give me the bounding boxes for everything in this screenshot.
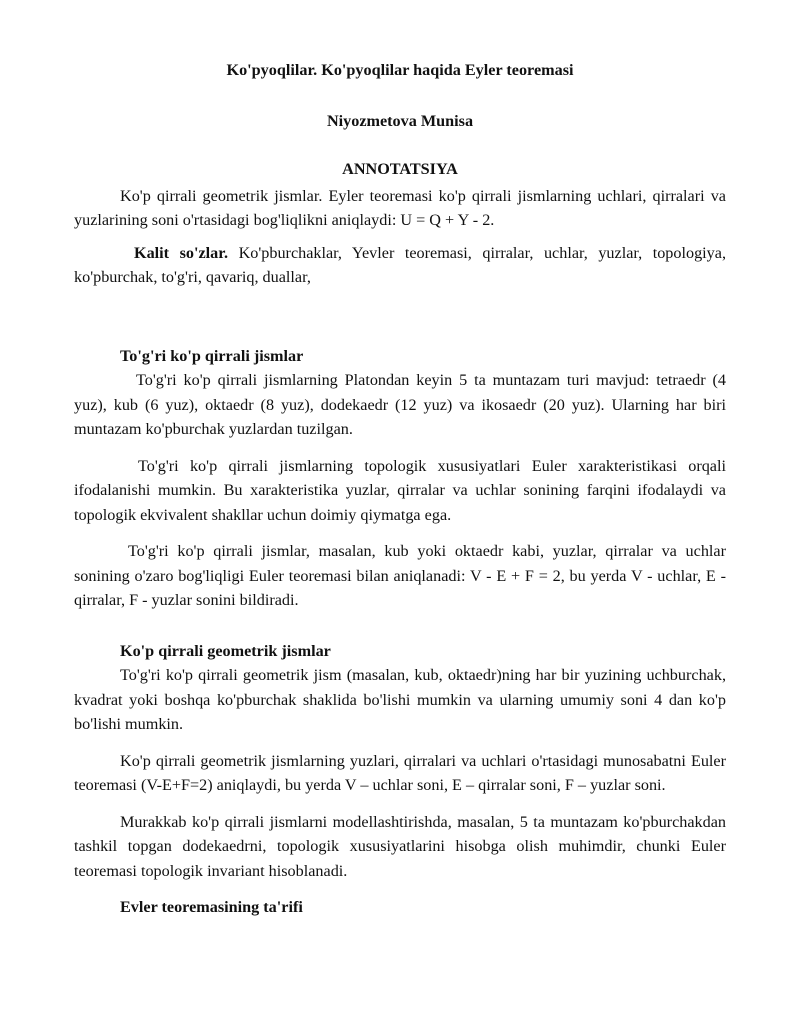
- body-paragraph: To'g'ri ko'p qirrali jismlar, masalan, kub yoki oktaedr kabi, yuzlar, qirralar va uchlar sonining o'zaro bog'liqligi Euler teoremasi bilan aniqlanadi: V - E + F = 2, bu yerda V - uchlar, E - qirralar, F - yuzlar sonini bildiradi.: [74, 542, 726, 609]
- document-title: Ko'pyoqlilar. Ko'pyoqlilar haqida Eyler teoremasi: [226, 61, 574, 79]
- keywords-paragraph: [74, 241, 726, 290]
- section-heading: Ko'p qirrali geometrik jismlar: [120, 641, 331, 660]
- section-heading: Evler teoremasining ta'rifi: [120, 898, 303, 916]
- keywords-label: Kalit so'zlar.: [134, 243, 229, 262]
- body-paragraph: To'g'ri ko'p qirrali geometrik jism (masalan, kub, oktaedr)ning har bir yuzining uchburchak, kvadrat yoki boshqa ko'pburchak shaklida bo'lishi mumkin va ularning umumiy soni 4 dan ko'p bo'lishi mumkin.: [74, 666, 726, 733]
- annotation-paragraph: Ko'p qirrali geometrik jismlar. Eyler teoremasi ko'p qirrali jismlarning uchlari, qirralari va yuzlarining soni o'rtasidagi bog'liqlikni aniqlaydi: U = Q + Y - 2.: [74, 186, 726, 229]
- document-body: [74, 58, 726, 920]
- body-paragraph: To'g'ri ko'p qirrali jismlarning Platondan keyin 5 ta muntazam turi mavjud: tetraedr (4 yuz), kub (6 yuz), oktaedr (8 yuz), dodekaedr (12 yuz) va ikosaedr (20 yuz). Ularning har biri muntazam ko'pburchak yuzlardan tuzilgan.: [74, 371, 726, 438]
- annotation-heading: ANNOTATSIYA: [342, 160, 458, 178]
- body-paragraph: Murakkab ko'p qirrali jismlarni modellashtirishda, masalan, 5 ta muntazam ko'pburchakdan tashkil topgan dodekaedrni, topologik xususiyatlarini hisobga olish muhimdir, chunki Euler teoremasi topologik invariant hisoblanadi.: [74, 812, 726, 880]
- body-paragraph: Ko'p qirrali geometrik jismlarning yuzlari, qirralari va uchlari o'rtasidagi munosabatni Euler teoremasi (V-E+F=2) aniqlaydi, bu yerda V – uchlar soni, E – qirralar soni, F – yuzlar soni.: [74, 751, 726, 794]
- author-name: Niyozmetova Munisa: [326, 111, 474, 130]
- body-paragraph: To'g'ri ko'p qirrali jismlarning topologik xususiyatlari Euler xarakteristikasi orqali ifodalanishi mumkin. Bu xarakteristika yuzlar, qirralar va uchlar sonining farqini ifodalaydi va topologik ekvivalent shakllar uchun doimiy qiymatga ega.: [74, 456, 726, 524]
- keywords-list: Ko'pburchaklar, Yevler teoremasi, qirralar, uchlar, yuzlar, topologiya, ko'pburchak, to'g'ri, qavariq, duallar,: [74, 243, 726, 286]
- section-heading: To'g'ri ko'p qirrali jismlar: [120, 346, 304, 365]
